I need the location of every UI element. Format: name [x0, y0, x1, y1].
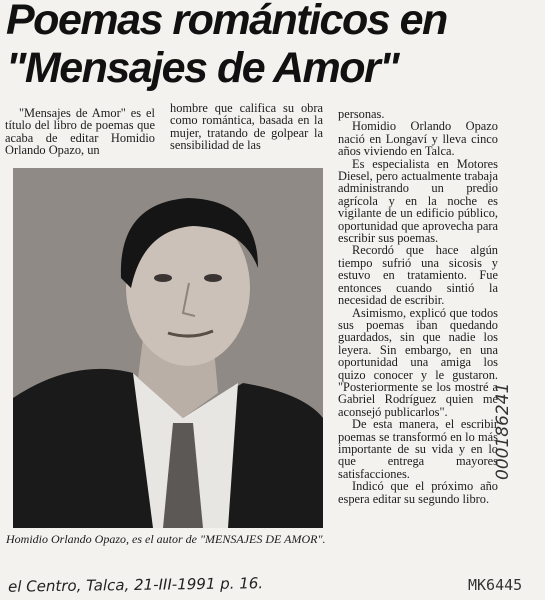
article-paragraph: hombre que califica su obra como romántica, basada en la mujer, tratando de golpear la sensibilidad de las [170, 101, 323, 153]
article-column-1 [5, 107, 155, 157]
article-paragraph: De esta manera, el escribir poemas se transformó en lo más importante de su vida y en lo que entrega mayores satisfacciones. [338, 417, 498, 481]
headline-line-2: "Mensajes de Amor" [6, 44, 399, 92]
author-portrait-illustration [13, 168, 323, 528]
handwritten-source-note: el Centro, Talca, 21-III-1991 p. 16. [7, 574, 264, 596]
archive-id: 000186241 [493, 382, 513, 480]
article-paragraph: Es especialista en Motores Diesel, pero actualmente trabaja administrando un predio agrícola y en la noche es vigilante de un edificio público, oportunidad que aprovecha para escribir sus poemas. [338, 156, 498, 246]
article-paragraph: personas. [338, 107, 385, 121]
article-paragraph: Asimismo, explicó que todos sus poemas iban quedando guardados, sin que nadie los leyera. Sin embargo, en una oportunidad una amiga los quizo conocer y le gustaron. "Posteriormente se los mostré a Gabriel Rodríguez quien me aconsejó publicarlos". [338, 305, 498, 419]
author-photo [13, 168, 323, 528]
article-column-3 [338, 108, 498, 505]
article-paragraph: Indicó que el próximo año espera editar su segundo libro. [338, 479, 498, 506]
headline [6, 0, 536, 92]
headline-line-1: Poemas románticos en [6, 0, 447, 44]
archive-stamp: MK6445 [468, 576, 523, 594]
article-paragraph: Homidio Orlando Opazo nació en Longaví y lleva cinco años viviendo en Talca. [338, 119, 498, 159]
article-paragraph: "Mensajes de Amor" es el título del libro de poemas que acaba de editar Homidio Orlando Opazo, un [5, 106, 155, 158]
article-column-2 [170, 102, 323, 152]
photo-caption: Homidio Orlando Opazo, es el autor de "MENSAJES DE AMOR". [6, 532, 326, 546]
article-paragraph: Recordó que hace algún tiempo sufrió una sicosis y estuvo en tratamiento. Fue entonces cuando sintió la necesidad de escribir. [338, 243, 498, 308]
